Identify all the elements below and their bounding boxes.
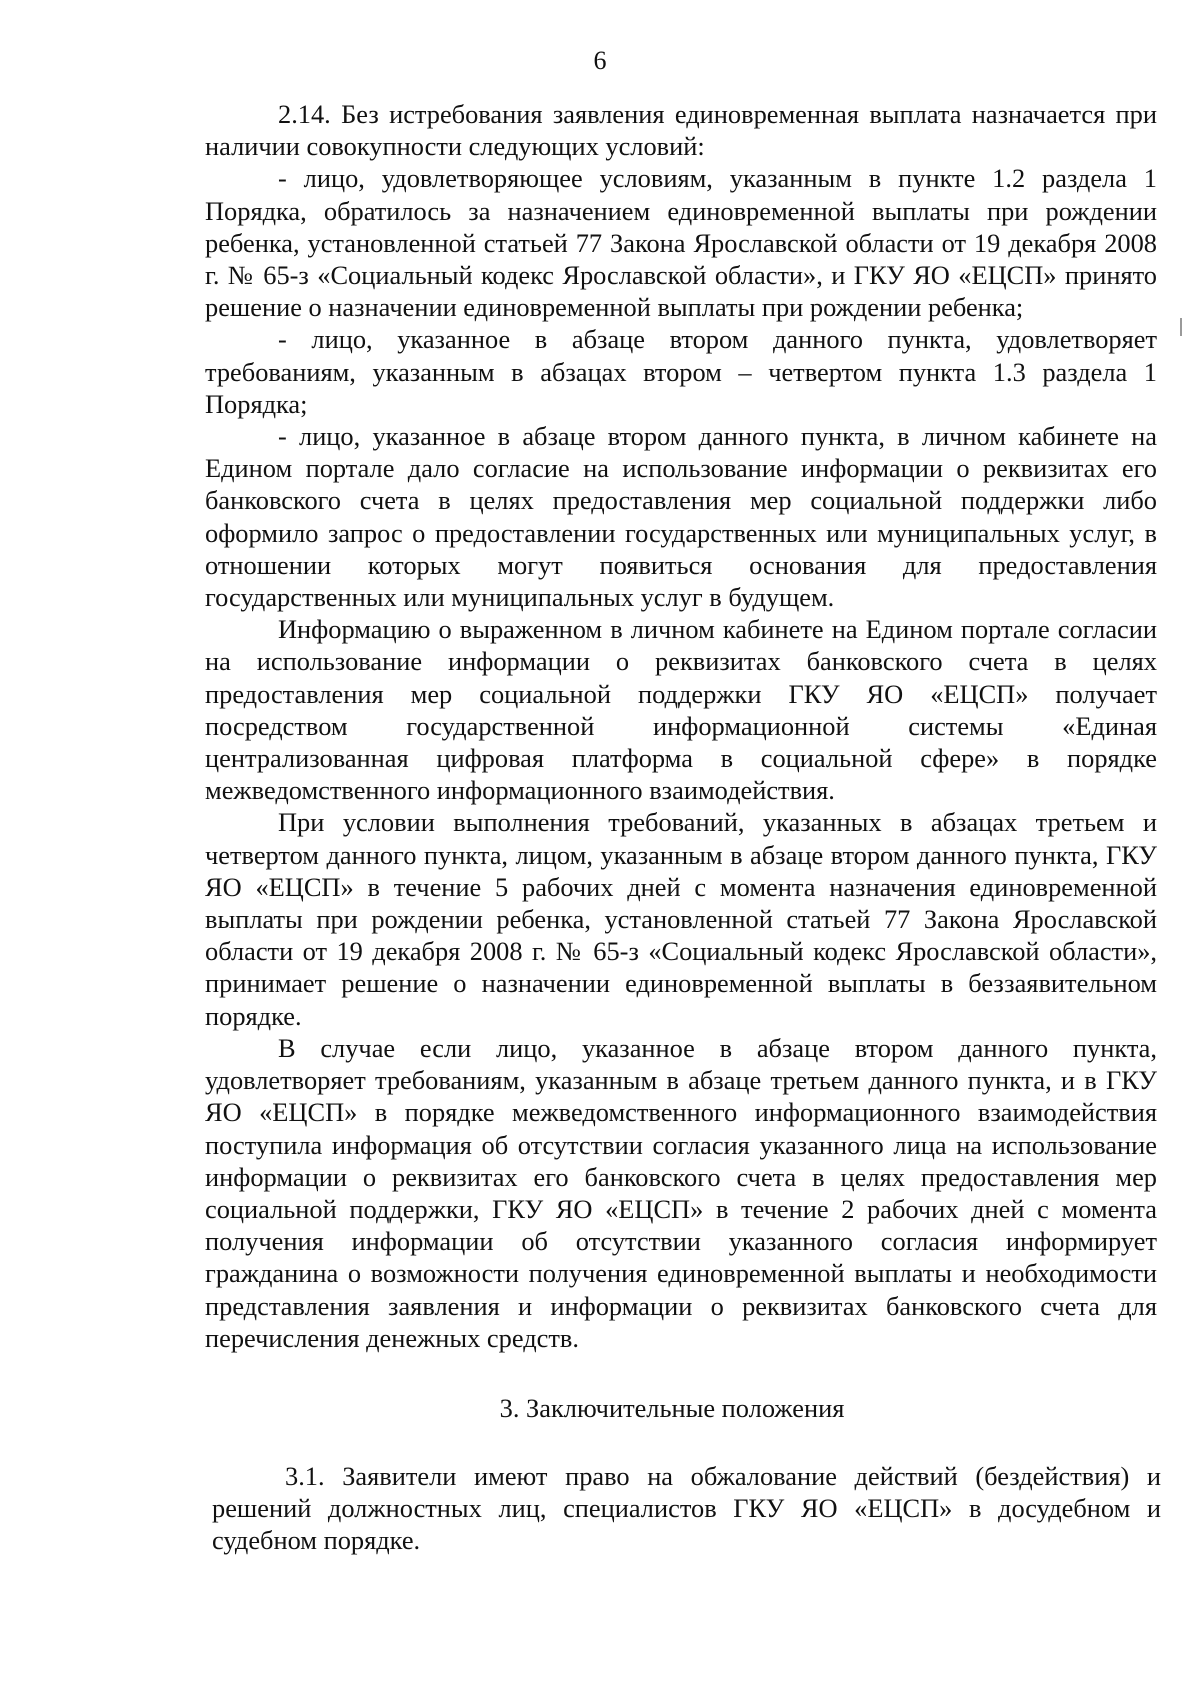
section-heading: 3. Заключительные положения — [499, 1393, 845, 1423]
paragraph-condition-3: - лицо, указанное в абзаце втором данного пункта, в личном кабинете на Едином портале дало согласие на использование информации о реквизитах его банковского счета в целях предоставления мер социальной поддержки либо оформило запрос о предоставлении государственных или муниципальных услуг, в отношении которых могут появиться основания для предоставления государственных или муниципальных услуг в будущем. — [205, 421, 1157, 613]
paragraph-condition-1: - лицо, удовлетворяющее условиям, указанным в пункте 1.2 раздела 1 Порядка, обратилось за назначением единовременной выплаты при рождении ребенка, установленной статьей 77 Закона Ярославской области от 19 декабря 2008 г. № 65-з «Социальный кодекс Ярославской области», и ГКУ ЯО «ЕЦСП» принято решение о назначении единовременной выплаты при рождении ребенка; — [205, 163, 1157, 323]
paragraph-2-14-intro: 2.14. Без истребования заявления единовременная выплата назначается при наличии совокупности следующих условий: — [205, 99, 1157, 162]
paragraph-decision: При условии выполнения требований, указанных в абзацах третьем и четвертом данного пункта, лицом, указанным в абзаце втором данного пункта, ГКУ ЯО «ЕЦСП» в течение 5 рабочих дней с момента назначения единовременной выплаты при рождении ребенка, установленной статьей 77 Закона Ярославской области от 19 декабря 2008 г. № 65-з «Социальный кодекс Ярославской области», принимает решение о назначении единовременной выплаты в беззаявительном порядке. — [205, 807, 1157, 1031]
paragraph-3-1: 3.1. Заявители имеют право на обжалование действий (бездействия) и решений должностных лиц, специалистов ГКУ ЯО «ЕЦСП» в досудебном и судебном порядке. — [212, 1461, 1161, 1556]
paragraph-no-consent: В случае если лицо, указанное в абзаце втором данного пункта, удовлетворяет требованиям, указанным в абзаце третьем данного пункта, и в ГКУ ЯО «ЕЦСП» в порядке межведомственного информационного взаимодействия поступила информация об отсутствии согласия указанного лица на использование информации о реквизитах его банковского счета в целях предоставления мер социальной поддержки, ГКУ ЯО «ЕЦСП» в течение 2 рабочих дней с момента получения информации об отсутствии указанного согласия информирует гражданина о возможности получения единовременной выплаты и необходимости представления заявления и информации о реквизитах банковского счета для перечисления денежных средств. — [205, 1032, 1157, 1353]
paragraph-consent-info: Информацию о выраженном в личном кабинете на Едином портале согласии на использование информации о реквизитах банковского счета в целях предоставления мер социальной поддержки ГКУ ЯО «ЕЦСП» получает посредством государственной информационной системы «Единая централизованная цифровая платформа в социальной сфере» в порядке межведомственного информационного взаимодействия. — [205, 614, 1157, 806]
scan-artifact — [1180, 318, 1182, 336]
paragraph-condition-2: - лицо, указанное в абзаце втором данного пункта, удовлетворяет требованиям, указанным в абзацах втором – четвертом пункта 1.3 раздела 1 Порядка; — [205, 324, 1157, 419]
section-3-body — [212, 1460, 1161, 1557]
section-2-body — [205, 98, 1157, 1354]
page-number: 6 — [593, 46, 607, 75]
